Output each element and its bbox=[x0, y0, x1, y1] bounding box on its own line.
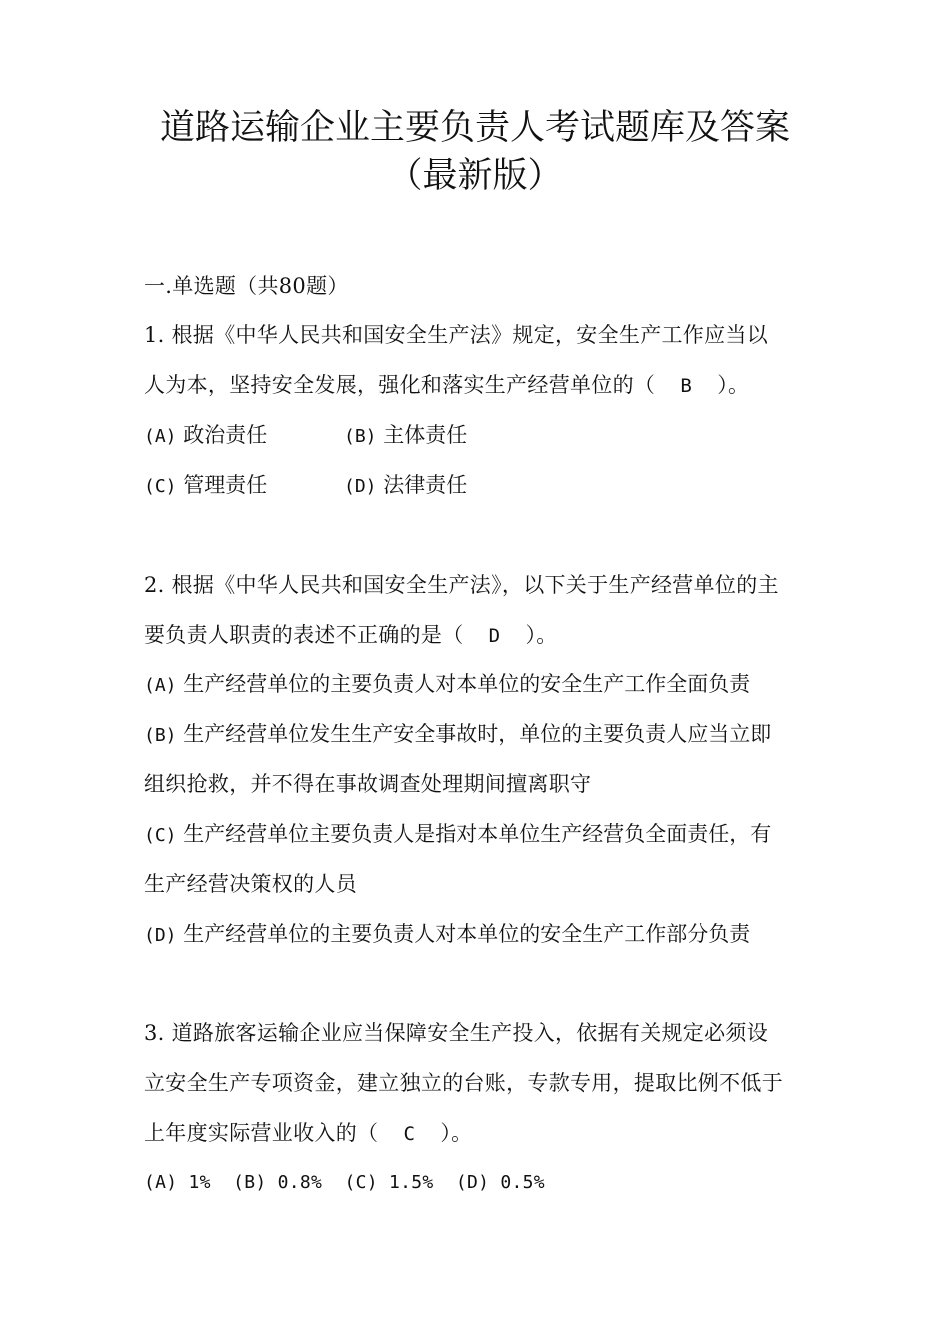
question-text: 上年度实际营业收入的（ bbox=[144, 1121, 379, 1145]
answer-letter: D bbox=[488, 625, 501, 647]
option-c bbox=[144, 820, 771, 850]
option-mark: (C) bbox=[144, 825, 177, 846]
question-tail: ）。 bbox=[525, 623, 558, 647]
question-text: 人为本，坚持安全发展，强化和落实生产经营单位的（ bbox=[144, 373, 656, 397]
question-text: 要负责人职责的表述不正确的是（ bbox=[144, 623, 464, 647]
option-text-continuation: 组织抢救，并不得在事故调查处理期间擅离职守 bbox=[144, 772, 592, 796]
section-heading: 一.单选题（共80题） bbox=[144, 274, 349, 298]
options-inline: (A) 1% (B) 0.8% (C) 1.5% (D) 0.5% bbox=[144, 1172, 545, 1193]
question-tail: ）。 bbox=[440, 1121, 473, 1145]
option-c bbox=[144, 471, 267, 501]
question-text-line: 1. 根据《中华人民共和国安全生产法》规定，安全生产工作应当以 bbox=[144, 323, 769, 347]
option-text: 法律责任 bbox=[383, 473, 468, 497]
question-text-line: 2. 根据《中华人民共和国安全生产法》，以下关于生产经营单位的主 bbox=[144, 573, 779, 597]
option-a bbox=[144, 670, 750, 700]
option-text: 生产经营单位发生生产安全事故时，单位的主要负责人应当立即 bbox=[183, 722, 772, 746]
question-tail: ）。 bbox=[717, 373, 750, 397]
option-mark: (C) bbox=[144, 476, 177, 497]
option-mark: (A) bbox=[144, 426, 177, 447]
answer-letter: B bbox=[680, 375, 693, 397]
option-b bbox=[344, 421, 467, 451]
option-text: 管理责任 bbox=[183, 473, 268, 497]
option-text: 生产经营单位的主要负责人对本单位的安全生产工作部分负责 bbox=[183, 922, 751, 946]
option-d bbox=[344, 471, 467, 501]
question-text-line: 3. 道路旅客运输企业应当保障安全生产投入，依据有关规定必须设 bbox=[144, 1021, 769, 1045]
option-mark: (B) bbox=[344, 426, 377, 447]
option-text: 政治责任 bbox=[183, 423, 268, 447]
option-mark: (A) bbox=[144, 675, 177, 696]
option-mark: (D) bbox=[344, 476, 377, 497]
option-text: 生产经营单位主要负责人是指对本单位生产经营负全面责任，有 bbox=[183, 822, 772, 846]
option-text: 主体责任 bbox=[383, 423, 468, 447]
question-text-line bbox=[144, 1119, 472, 1148]
question-text-line bbox=[144, 621, 558, 650]
option-text: 生产经营单位的主要负责人对本单位的安全生产工作全面负责 bbox=[183, 672, 751, 696]
answer-letter: C bbox=[403, 1123, 416, 1145]
question-text-line: 立安全生产专项资金，建立独立的台账，专款专用，提取比例不低于 bbox=[144, 1071, 783, 1095]
document-title-line1: 道路运输企业主要负责人考试题库及答案 bbox=[159, 108, 790, 148]
document-title-line2: （最新版） bbox=[387, 156, 563, 196]
option-d bbox=[144, 920, 750, 950]
option-mark: (B) bbox=[144, 725, 177, 746]
option-a bbox=[144, 421, 267, 451]
option-b bbox=[144, 720, 771, 750]
option-mark: (D) bbox=[144, 925, 177, 946]
question-text-line bbox=[144, 371, 749, 400]
option-text-continuation: 生产经营决策权的人员 bbox=[144, 872, 357, 896]
